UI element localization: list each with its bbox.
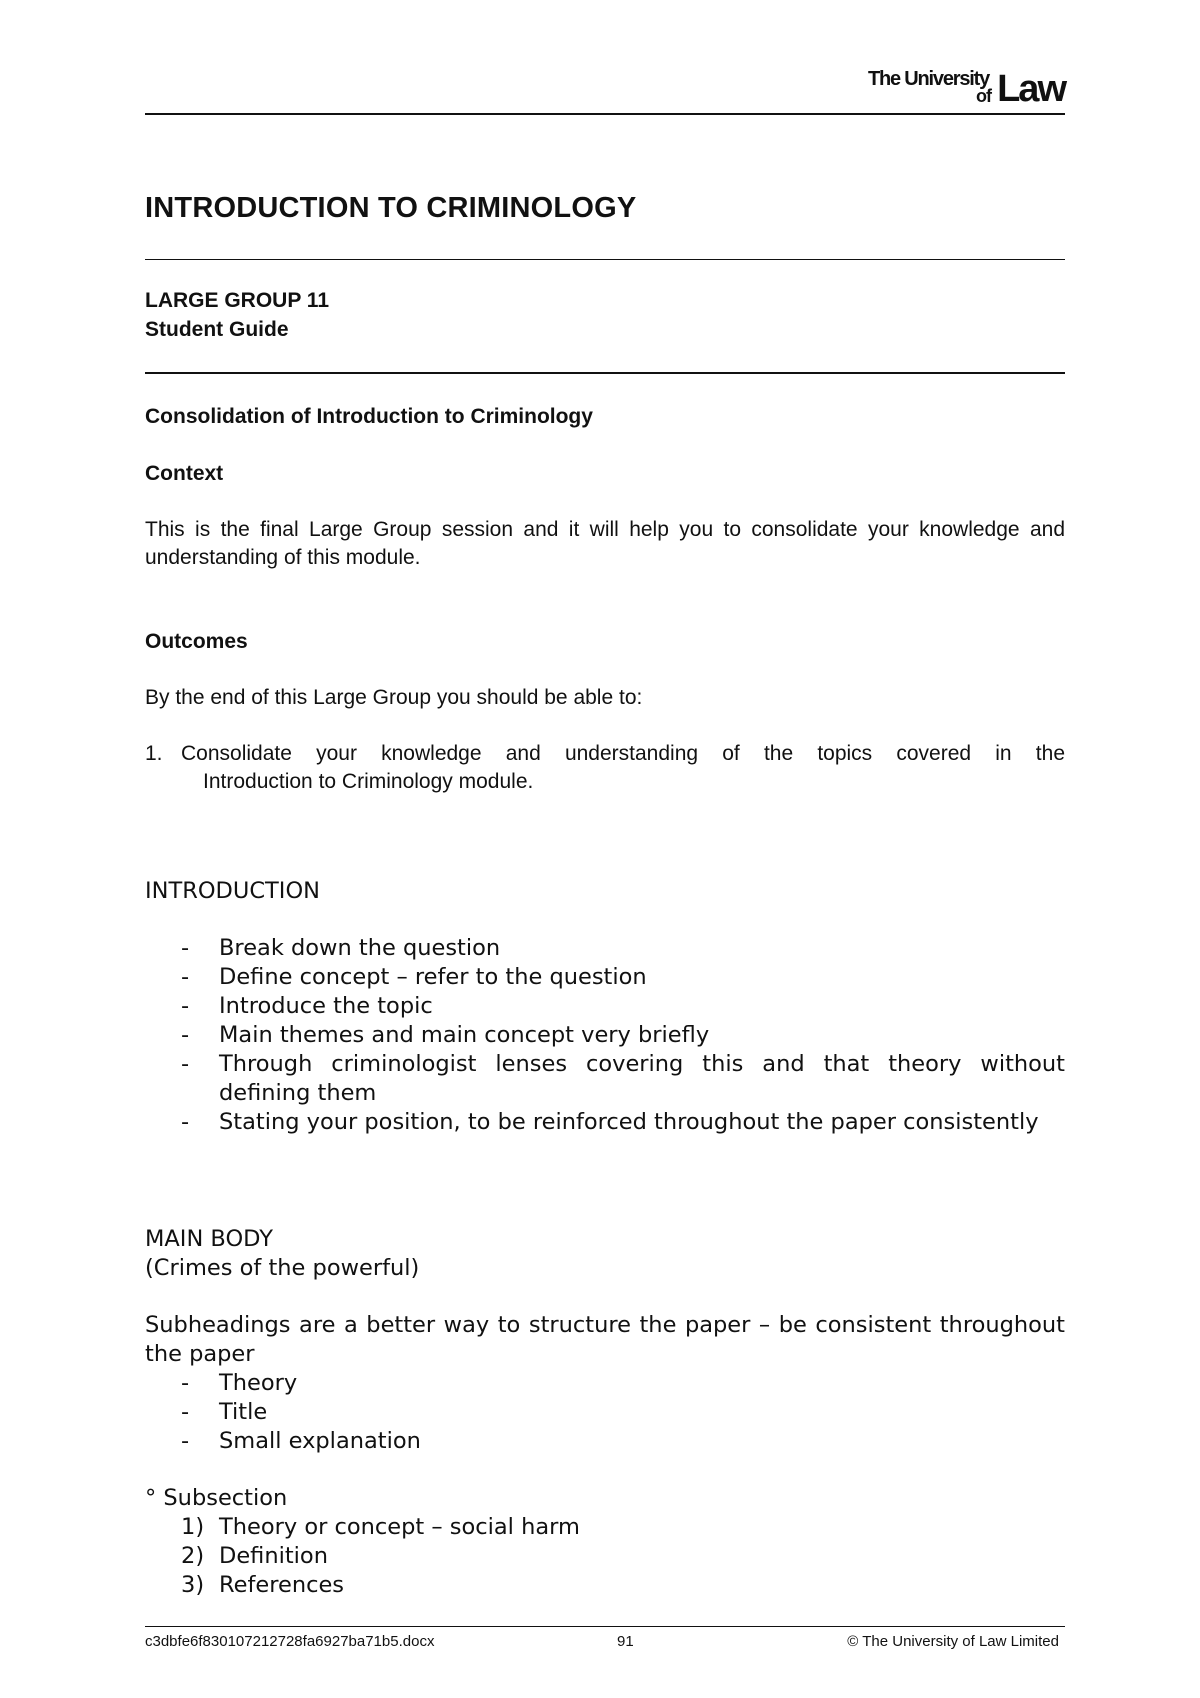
document-page [145, 0, 1065, 1698]
main-body-heading: MAIN BODY [145, 1226, 274, 1252]
outcome-line-1: Consolidate your knowledge and understanding of the topics covered in the [181, 742, 1065, 765]
group-label: LARGE GROUP 11 [145, 289, 329, 312]
outcomes-intro: By the end of this Large Group you should be able to: [145, 686, 643, 709]
logo-line-1: The University [867, 68, 989, 90]
footer-copyright: © The University of Law Limited [847, 1633, 1059, 1650]
list-item: - Title [181, 1399, 268, 1425]
subsection-heading: ° Subsection [145, 1485, 288, 1511]
university-logo [845, 66, 1065, 110]
guide-label: Student Guide [145, 318, 289, 341]
logo-line-2: of [976, 86, 991, 106]
intro-list [145, 934, 1065, 1137]
list-item: 1) Theory or concept – social harm [181, 1514, 580, 1540]
list-item: - Break down the question [181, 935, 501, 961]
context-text: This is the final Large Group session and it will help you to consolidate your knowledge and understanding of this module. [145, 518, 1065, 569]
footer-rule [145, 1626, 1065, 1627]
list-item: - Define concept – refer to the question [181, 964, 647, 990]
subheadings-list [145, 1369, 1065, 1456]
context-heading: Context [145, 462, 224, 485]
outcome-line-2: Introduction to Criminology module. [203, 770, 534, 793]
header-rule [145, 113, 1065, 115]
list-item: - Introduce the topic [181, 993, 433, 1019]
list-item: - Through criminologist lenses covering this and that theory without defining them [181, 1051, 1065, 1106]
outcome-number: 1. [145, 742, 163, 765]
footer-filename: c3dbfe6f830107212728fa6927ba71b5.docx [145, 1633, 435, 1650]
subsection-list [145, 1513, 1065, 1600]
list-item: 2) Definition [181, 1543, 328, 1569]
document-title: INTRODUCTION TO CRIMINOLOGY [145, 192, 637, 224]
main-body-subheading: (Crimes of the powerful) [145, 1255, 420, 1281]
list-item: - Stating your position, to be reinforced throughout the paper consistently [181, 1109, 1039, 1135]
list-item: 3) References [181, 1572, 345, 1598]
subtitle: Consolidation of Introduction to Criminology [145, 405, 593, 428]
logo-line-3: Law [997, 68, 1065, 110]
list-item: - Main themes and main concept very briefly [181, 1022, 710, 1048]
section-rule [145, 372, 1065, 374]
list-item: - Small explanation [181, 1428, 421, 1454]
title-rule [145, 259, 1065, 260]
intro-heading: INTRODUCTION [145, 878, 320, 904]
subheadings-text: Subheadings are a better way to structure the paper – be consistent throughout the paper [145, 1312, 1065, 1367]
footer-page-number: 91 [617, 1633, 634, 1650]
list-item: - Theory [181, 1370, 298, 1396]
outcomes-heading: Outcomes [145, 630, 248, 653]
